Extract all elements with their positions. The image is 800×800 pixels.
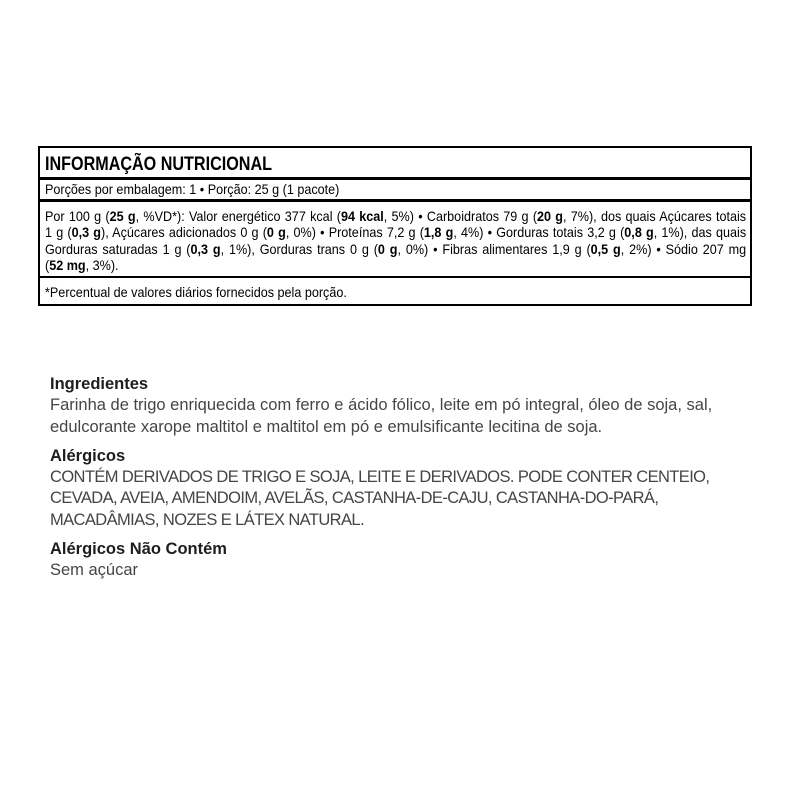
portion-value: 20 g — [537, 208, 564, 224]
portion-value: 0,3 g — [71, 224, 101, 241]
portion-value: 0,8 g — [624, 224, 654, 241]
portion-value: 25 g — [109, 208, 136, 224]
portion-value: 0,5 g — [590, 240, 621, 257]
per-100g-text: , 7%), dos quais Açúcares totais — [563, 208, 747, 224]
nutrition-values-line — [45, 209, 746, 223]
per-100g-text: , 5%) • Carboidratos 79 g ( — [383, 208, 538, 224]
per-100g-text: ), Açúcares adicionados 0 g ( — [100, 224, 267, 241]
ingredients-section — [50, 374, 712, 438]
footnote: *Percentual de valores diários fornecidos pela porção. — [45, 284, 347, 300]
allergens-text-line: CONTÉM DERIVADOS DE TRIGO E SOJA, LEITE E DERIVADOS. PODE CONTER CENTEIO, — [50, 468, 710, 487]
allergens-free-text: Sem açúcar — [50, 561, 139, 580]
allergens-text-line: MACADÂMIAS, NOZES E LÁTEX NATURAL. — [50, 510, 364, 529]
per-100g-text: , %VD*): Valor energético 377 kcal ( — [135, 208, 341, 224]
allergens-heading: Alérgicos — [50, 446, 126, 465]
per-100g-text: , 0%) • Proteínas 7,2 g ( — [285, 224, 424, 241]
portion-value: 1,8 g — [423, 224, 454, 241]
divider-thin — [40, 276, 750, 278]
per-100g-text: Gorduras saturadas 1 g ( — [45, 240, 191, 257]
portion-value: 0 g — [377, 240, 398, 257]
allergens-text-line: CEVADA, AVEIA, AMENDOIM, AVELÃS, CASTANHA-DE-CAJU, CASTANHA-DO-PARÁ, — [50, 489, 659, 508]
nutrition-values-line — [45, 258, 746, 272]
per-100g-text: , 0%) • Fibras alimentares 1,9 g ( — [397, 240, 591, 257]
divider-thick — [40, 177, 750, 180]
per-100g-text: , 1%), das quais — [653, 224, 747, 241]
per-100g-text: , 4%) • Gorduras totais 3,2 g ( — [453, 224, 625, 241]
ingredients-text-line: Farinha de trigo enriquecida com ferro e ácido fólico, leite em pó integral, óleo de soja, sal, — [50, 396, 713, 415]
per-100g-text: 1 g ( — [45, 224, 72, 241]
portion-value: 0 g — [266, 224, 286, 241]
portion-value: 94 kcal — [340, 208, 384, 224]
per-100g-text: Por 100 g ( — [45, 208, 110, 224]
servings-text: Porções por embalagem: 1 • Porção: 25 g (1 pacote) — [45, 181, 340, 197]
per-100g-text: , 1%), Gorduras trans 0 g ( — [220, 240, 378, 257]
allergens-free-heading: Alérgicos Não Contém — [50, 540, 227, 559]
nutrition-values-line — [45, 225, 746, 239]
per-100g-text: , 3%). — [85, 257, 119, 274]
portion-value: 0,3 g — [190, 240, 221, 257]
per-100g-text: ( — [45, 257, 50, 274]
per-100g-text: , 2%) • Sódio 207 mg — [620, 240, 747, 257]
nutrition-facts-box — [38, 146, 752, 306]
ingredients-heading: Ingredientes — [50, 375, 149, 393]
product-info — [50, 374, 712, 590]
portion-value: 52 mg — [49, 257, 86, 274]
allergens-free-section — [50, 539, 712, 582]
nutrition-values-line — [45, 242, 746, 256]
ingredients-text-line: edulcorante xarope maltitol e maltitol em pó e emulsificante lecitina de soja. — [50, 417, 603, 436]
divider-thick — [40, 199, 750, 202]
nutrition-title: INFORMAÇÃO NUTRICIONAL — [45, 154, 272, 175]
allergens-section — [50, 446, 712, 531]
